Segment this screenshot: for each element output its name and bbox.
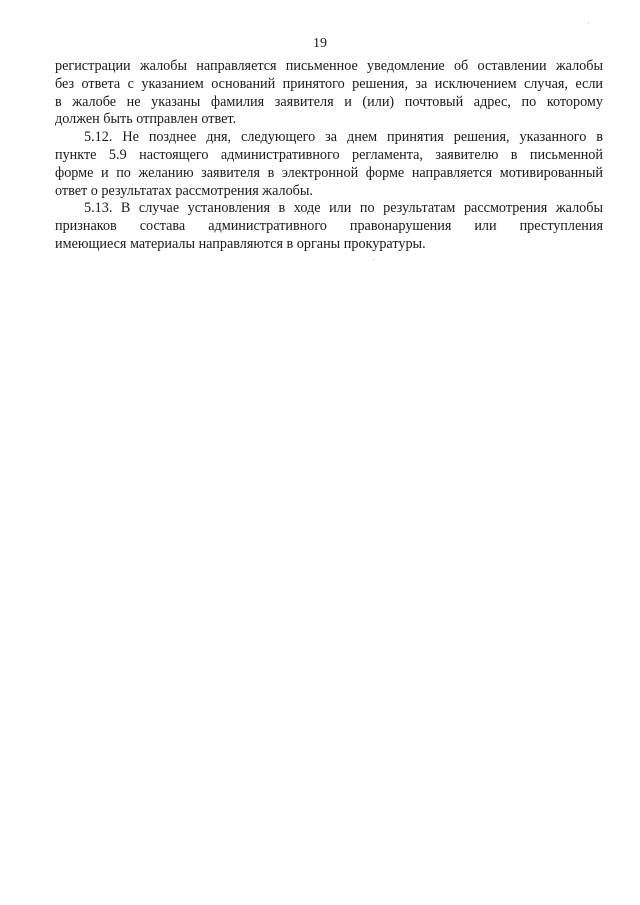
- paragraph-clause-5-13: [55, 200, 603, 253]
- text-line: без ответа с указанием оснований принятого решения, за исключением случая, если: [55, 75, 603, 92]
- text-line: пункте 5.9 настоящего административного регламента, заявителю в письменной: [55, 146, 603, 163]
- text-line: регистрации жалобы направляется письменное уведомление об оставлении жалобы: [55, 58, 603, 74]
- text-line: должен быть отправлен ответ.: [55, 111, 237, 128]
- text-line: ответ о результатах рассмотрения жалобы.: [55, 182, 313, 199]
- text-line: признаков состава административного правонарушения или преступления: [55, 218, 603, 235]
- text-line: в жалобе не указаны фамилия заявителя и (или) почтовый адрес, по которому: [55, 93, 603, 110]
- scan-speck: [373, 259, 374, 260]
- scan-speck: [588, 22, 589, 23]
- paragraph-continuation: [55, 58, 603, 129]
- text-line: форме и по желанию заявителя в электронной форме направляется мотивированный: [55, 164, 603, 181]
- text-line: 5.13. В случае установления в ходе или по результатам рассмотрения жалобы: [84, 200, 603, 217]
- paragraph-clause-5-12: [55, 129, 603, 200]
- text-line: 5.12. Не позднее дня, следующего за днем принятия решения, указанного в: [84, 129, 603, 146]
- document-body: [55, 58, 603, 254]
- text-line: имеющиеся материалы направляются в органы прокуратуры.: [55, 235, 426, 252]
- page-number: 19: [313, 36, 327, 51]
